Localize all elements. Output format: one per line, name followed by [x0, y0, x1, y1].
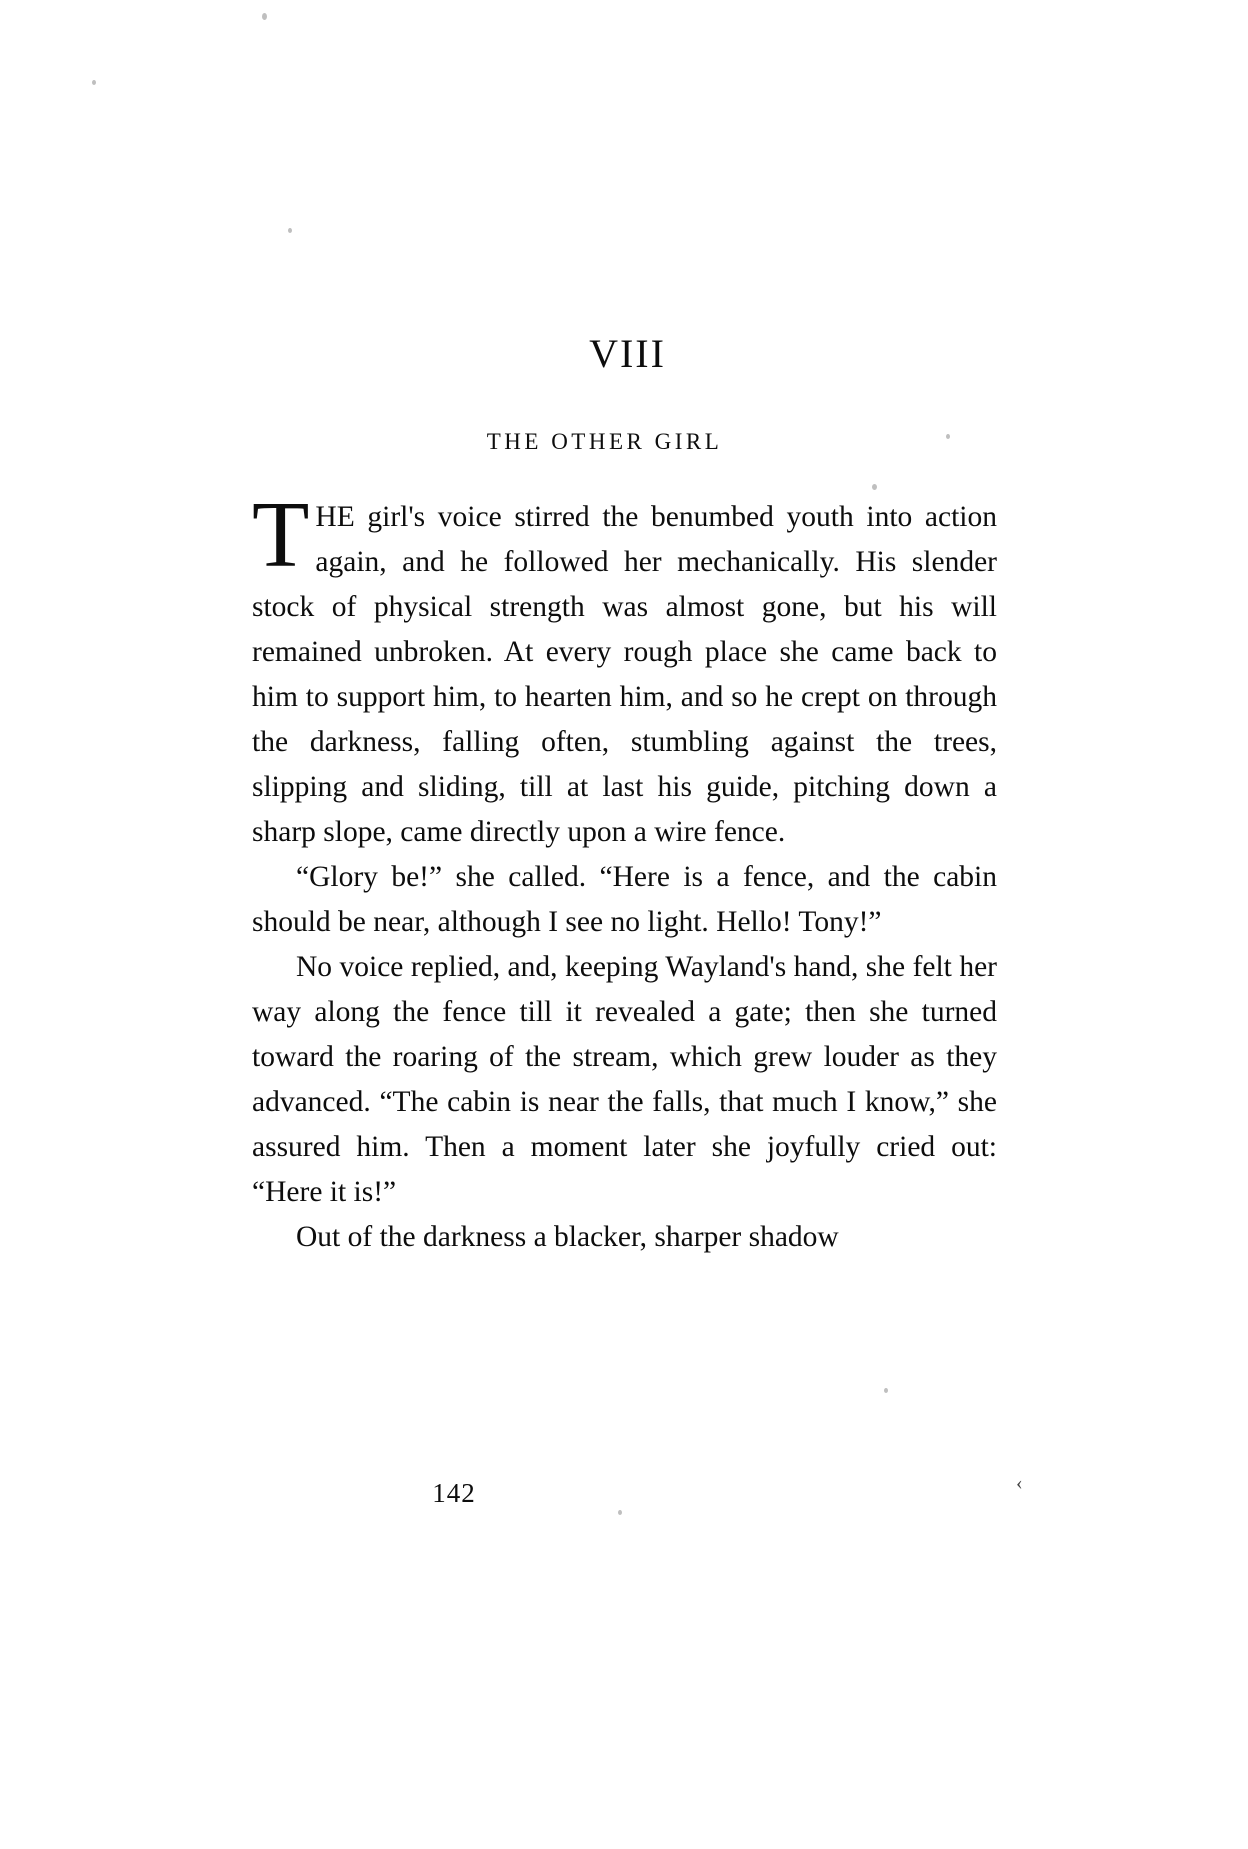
chapter-number: VIII: [589, 331, 666, 376]
scan-speck: [262, 13, 267, 20]
paragraph: [252, 483, 997, 855]
paragraph-text: Out of the darkness a blacker, sharper shadow: [296, 1221, 839, 1253]
scan-speck: [92, 80, 96, 85]
paragraph: [252, 855, 997, 945]
paragraph-text: “Glory be!” she called. “Here is a fence, and the cabin should be near, although I see no light. Hello! Tony!”: [252, 861, 997, 938]
paragraph: [252, 945, 997, 1215]
scan-speck: [618, 1510, 622, 1515]
paragraph-text: HE girl's voice stirred the benumbed youth into action again, and he followed her mechanically. His slender stock of physical strength was almost gone, but his will remained unbroken. At every rough place she came back to him to support him, to hearten him, and so he crept on through the darkness, falling often, stumbling against the trees, slipping and sliding, till at last his guide, pitching down a sharp slope, came directly upon a wire fence.: [252, 501, 997, 848]
scan-speck: [884, 1388, 888, 1393]
page-number: 142: [432, 1478, 476, 1508]
marginal-mark: ‹: [1016, 1472, 1023, 1494]
scan-speck: [288, 228, 292, 233]
paragraph: [252, 1215, 997, 1260]
body-text: [252, 483, 997, 1260]
page-content: [252, 330, 997, 1260]
paragraph-text: No voice replied, and, keeping Wayland's hand, she felt her way along the fence till it revealed a gate; then she turned toward the roaring of the stream, which grew louder as they advanced. “The cabin is near the falls, that much I know,” she assured him. Then a moment later she joyfully cried out: “Here it is!”: [252, 951, 997, 1208]
chapter-title: THE OTHER GIRL: [486, 429, 723, 454]
drop-cap: T: [252, 483, 310, 587]
